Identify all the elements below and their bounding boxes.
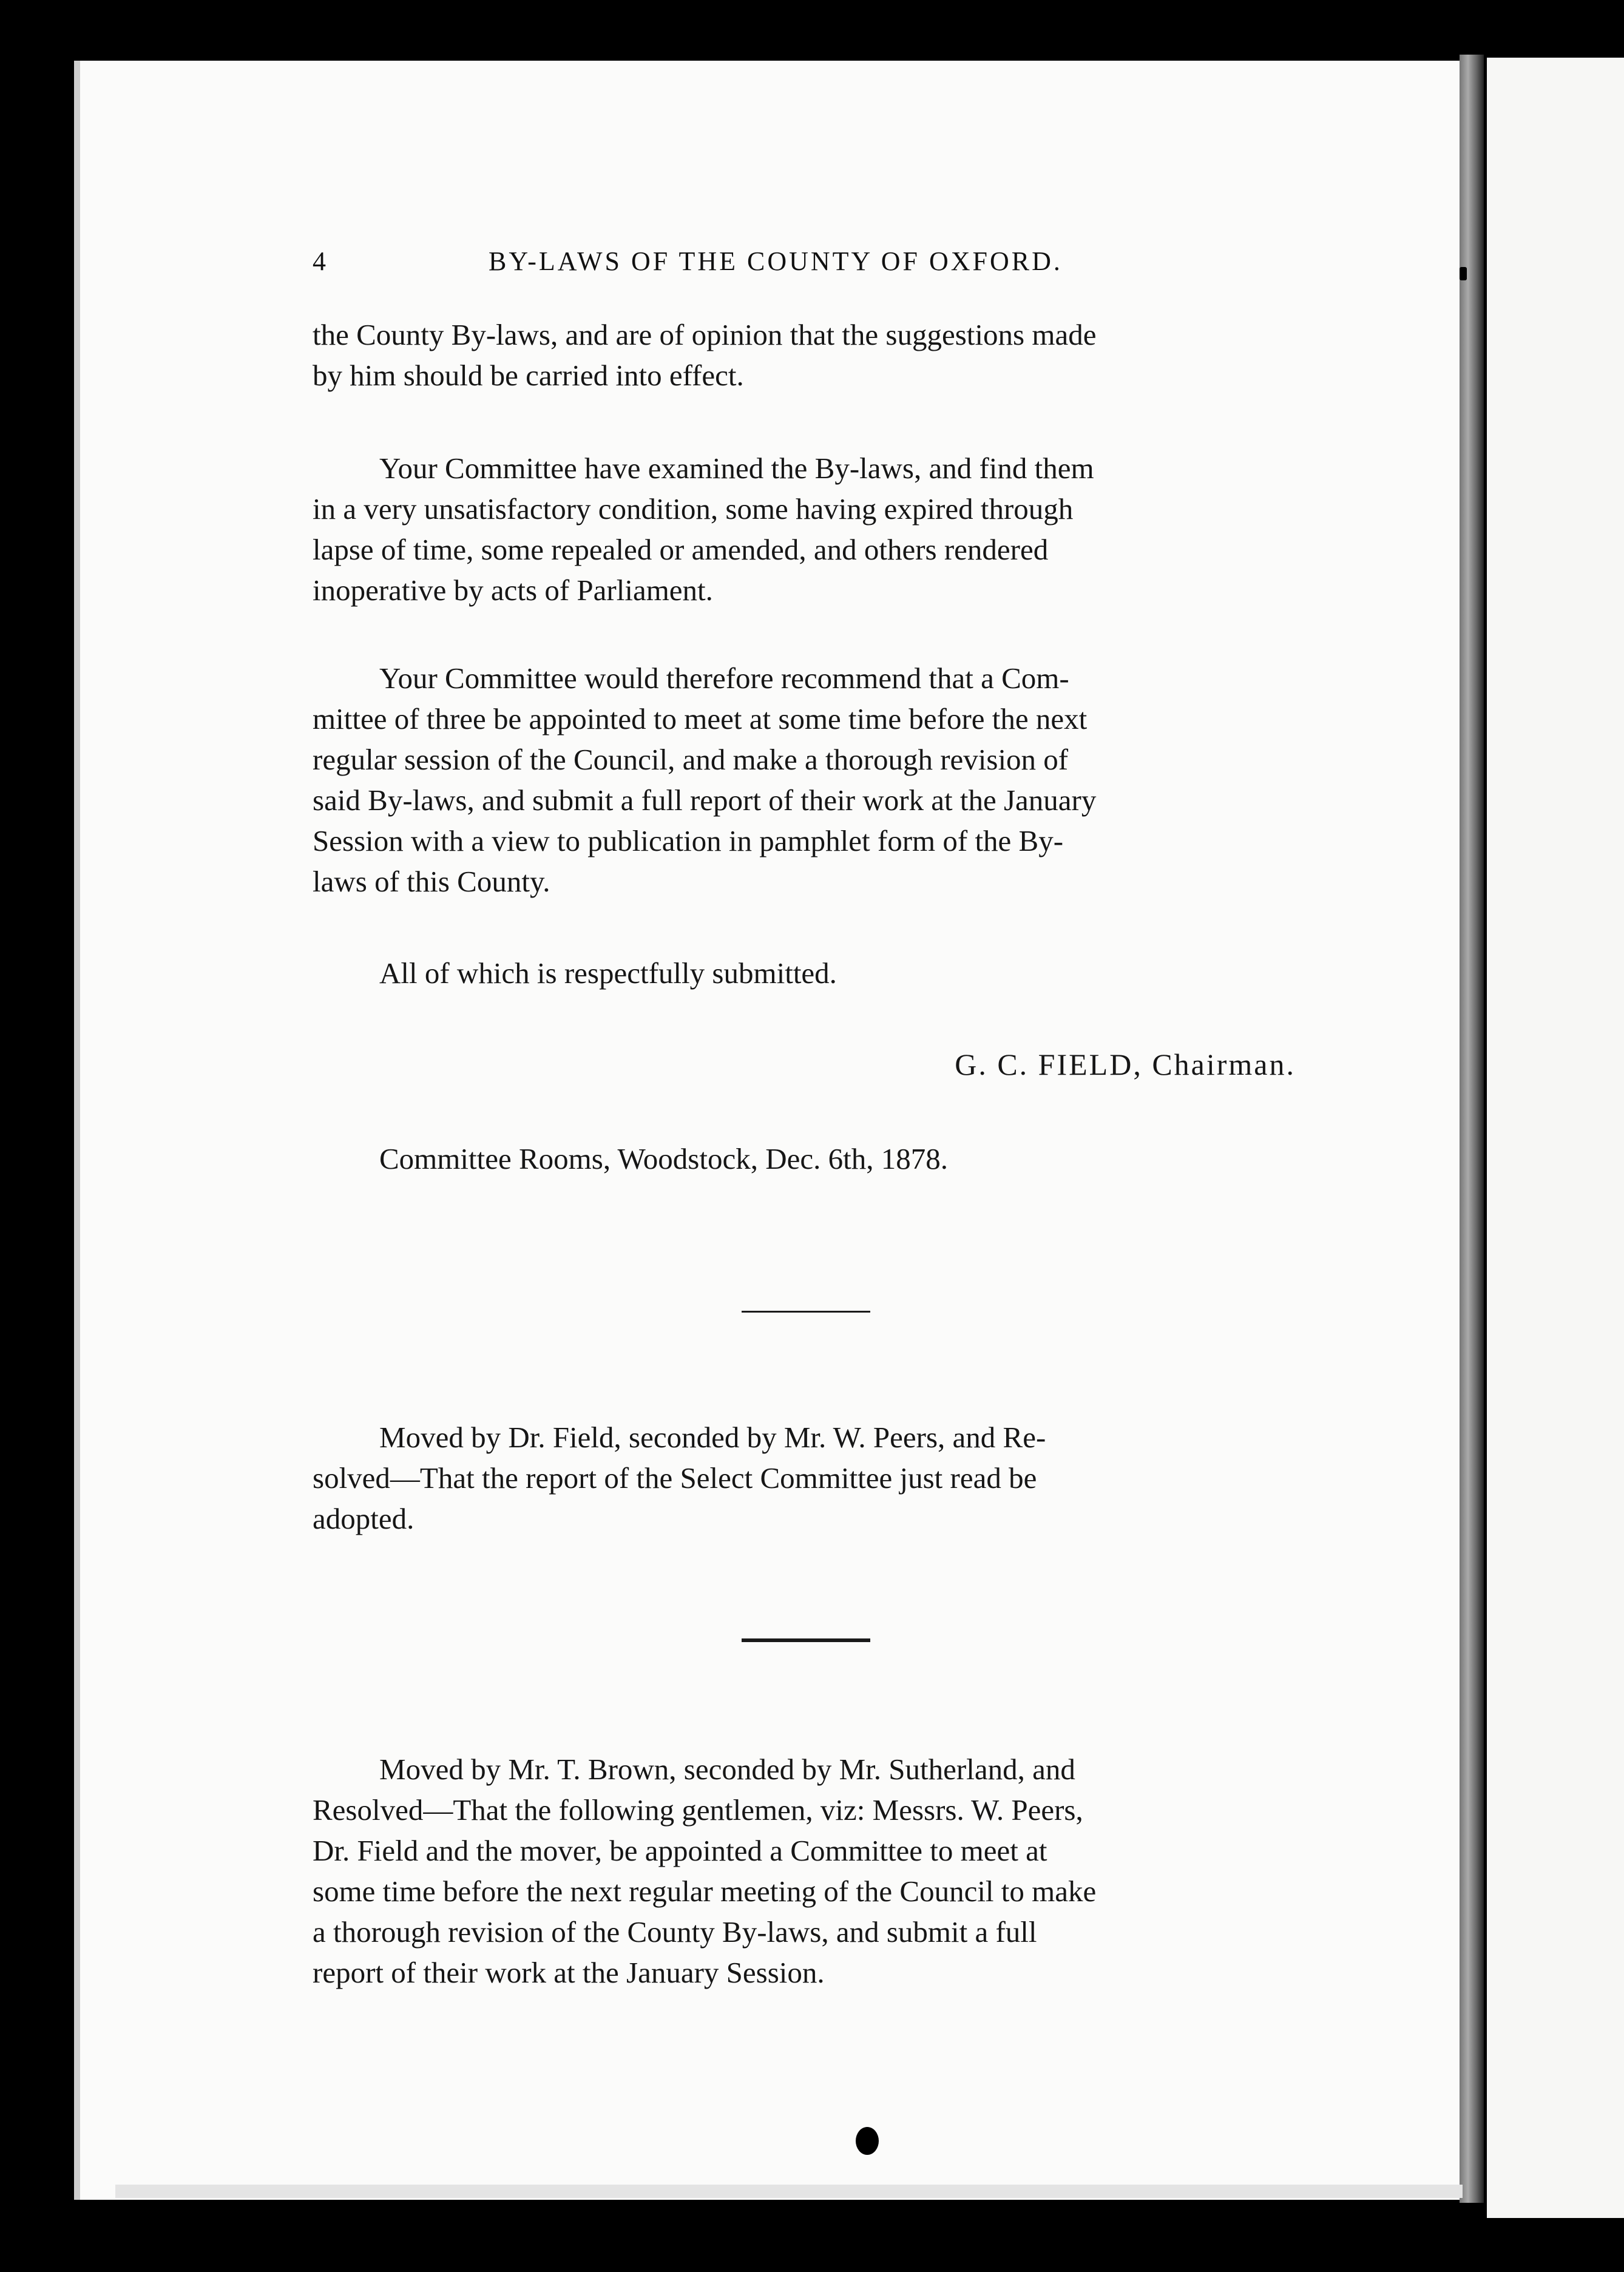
paragraph-continuation: the County By-laws, and are of opinion that the suggestions made by him should be carried into effect. [313, 318, 1097, 392]
signature-line: G. C. FIELD, Chairman. [955, 1047, 1296, 1081]
scan-speck [856, 2127, 879, 2155]
scan-speck [1460, 267, 1467, 280]
paragraph-submission: All of which is respectfully submitted. [379, 956, 837, 990]
dateline: Committee Rooms, Woodstock, Dec. 6th, 1878. [379, 1142, 948, 1175]
motion-appoint-committee: Moved by Mr. T. Brown, seconded by Mr. Sutherland, and Resolved—That the following gentlemen, viz: Messrs. W. Peers, Dr. Field and the mover, be appointed a Committee to meet at some time before the next regular meeting of the Council to make a thorough revision of the County By-laws, and submit a full report of their work at the January Session. [313, 1753, 1097, 1989]
scan-speck [1238, 18, 1254, 24]
paragraph-recommendation: Your Committee would therefore recommend that a Com- mittee of three be appointed to meet at some time before the next regular session of the Council, and make a thorough revision of said By-laws, and submit a full report of their work at the January Session with a view to publication in pamphlet form of the By- laws of this County. [313, 661, 1097, 898]
scan-speck [13, 12, 22, 30]
page-header [313, 246, 1299, 282]
facing-page-edge [1487, 58, 1624, 2218]
motion-adopt-report: Moved by Dr. Field, seconded by Mr. W. Peers, and Re- solved—That the report of the Select Committee just read be adopted. [313, 1421, 1046, 1535]
paragraph-examination: Your Committee have examined the By-laws, and find them in a very unsatisfactory condition, some having expired through lapse of time, some repealed or amended, and others rendered inoperative by acts of Parliament. [313, 451, 1094, 607]
running-head: BY-LAWS OF THE COUNTY OF OXFORD. [489, 246, 1063, 276]
page-gutter-shadow [1460, 55, 1484, 2203]
page-bottom-edge [115, 2185, 1463, 2198]
section-divider [742, 1311, 870, 1313]
page-number: 4 [313, 246, 326, 276]
section-divider [742, 1638, 870, 1642]
